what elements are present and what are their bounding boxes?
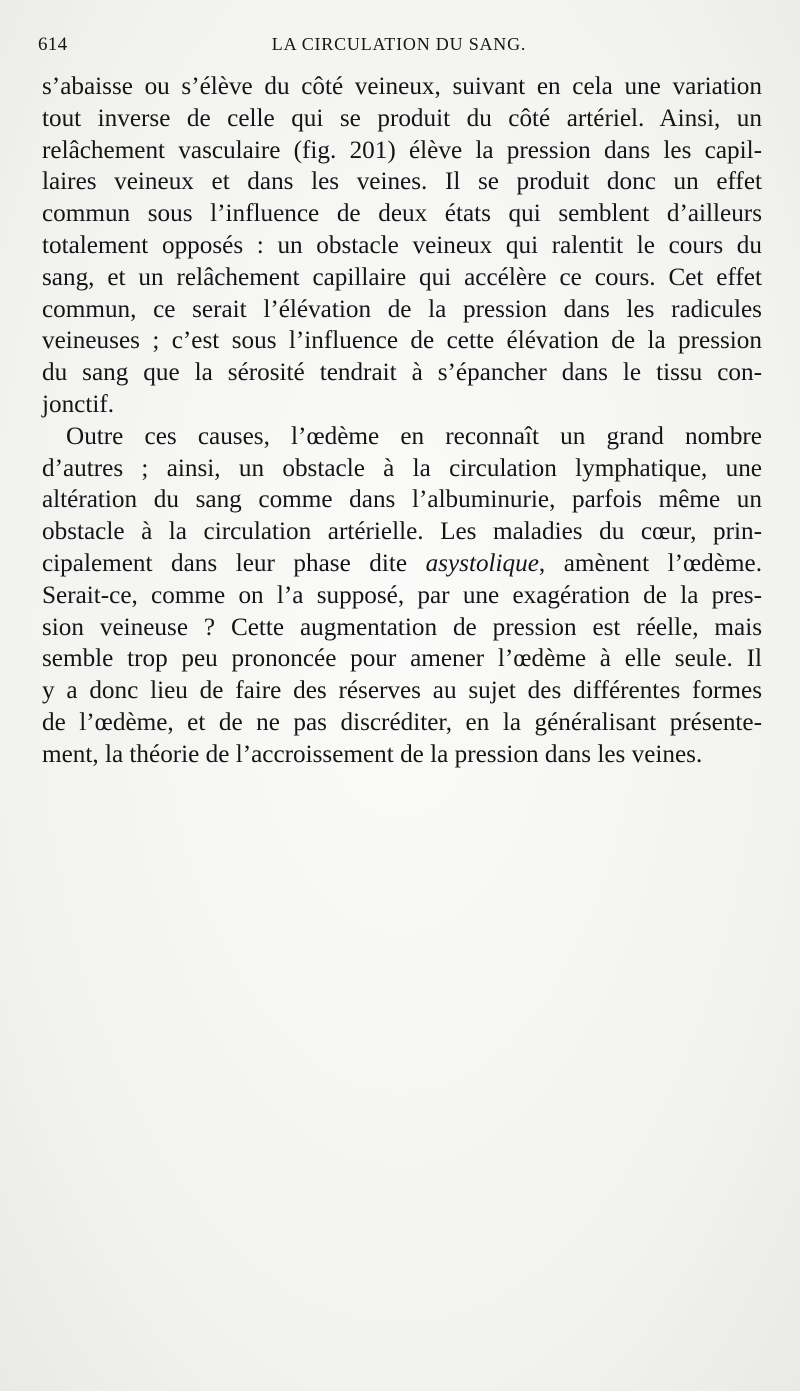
text-line: y a donc lieu de faire des réserves au sujet des différentes formes [42,677,762,705]
text-line: jonctif. [42,390,115,418]
text-line: semble trop peu prononcée pour amener l’œdème à elle seule. Il [42,645,762,673]
body-text [42,71,762,771]
paragraph-start-line: Outre ces causes, l’œdème en reconnaît un grand nombre [66,422,762,450]
text-line: tout inverse de celle qui se produit du côté artériel. Ainsi, un [42,104,762,132]
text-line: laires veineux et dans les veines. Il se produit donc un effet [42,168,762,196]
text-line-with-italic [42,548,762,580]
text-line: commun, ce serait l’élévation de la pression dans les radicules [42,295,762,323]
text-line: relâchement vasculaire (fig. 201) élève la pression dans les capil- [42,136,762,164]
text-line: altération du sang comme dans l’albuminurie, parfois même un [42,486,762,514]
italic-term: asystolique [425,549,539,577]
text-line: commun sous l’influence de deux états qui semblent d’ailleurs [42,200,762,228]
page-number: 614 [38,34,68,55]
running-head: LA CIRCULATION DU SANG. [271,34,527,54]
text-line: de l’œdème, et de ne pas discréditer, en la généralisant présente- [42,708,762,736]
page-header [38,34,760,62]
text-line: ment, la théorie de l’accroissement de la pression dans les veines. [42,740,703,768]
text-line: veineuses ; c’est sous l’influence de cette élévation de la pression [42,327,762,355]
text-line: totalement opposés : un obstacle veineux qui ralentit le cours du [42,231,762,259]
text-line-tail: , amènent l’œdème. [538,549,763,577]
text-line: Serait-ce, comme on l’a supposé, par une exagération de la pres- [42,581,762,609]
text-line-head: cipalement dans leur phase dite [42,549,408,577]
text-line: s’abaisse ou s’élève du côté veineux, suivant en cela une variation [42,73,762,100]
text-line: sion veineuse ? Cette augmentation de pression est réelle, mais [42,613,762,641]
text-line: sang, et un relâchement capillaire qui accélère ce cours. Cet effet [42,263,762,291]
text-line: d’autres ; ainsi, un obstacle à la circulation lymphatique, une [42,454,762,482]
text-line: du sang que la sérosité tendrait à s’épancher dans le tissu con- [42,359,762,387]
text-line: obstacle à la circulation artérielle. Les maladies du cœur, prin- [42,518,762,546]
